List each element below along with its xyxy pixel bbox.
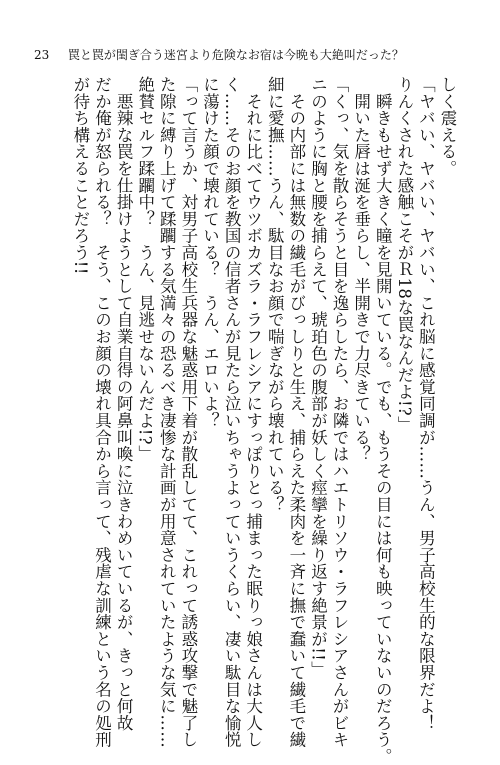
- text-line: 瞬きもせず大きく瞳を見開いている。でも、もうその目には何も映っていないのだろう。: [373, 76, 393, 765]
- text-line: 絶賛セルフ蹂躙中？ うん、見逃せないんだよ!?」: [135, 76, 155, 462]
- text-line: 「くっ、気を散らそうと目を逸らしたら、お隣ではハエトリソウ・ラフレシアさんがビキ: [330, 76, 350, 748]
- text-line: 悪辣な罠を仕掛けようとして自業自得の阿鼻叫喚に泣きわめいているが、きっと何故: [114, 76, 134, 732]
- text-line: その内部には無数の繊毛がびっしりと生え、捕らえた柔肉を一斉に撫で蠢いて繊毛で繊: [286, 76, 306, 748]
- text-line: それに比べてウツボカズラ・ラフレシアにすっぽりとっ捕まった眠りっ娘さんは大人し: [243, 76, 263, 748]
- text-line: た隙に縛り上げて蹂躙する気満々の恐るべき凄惨な計画が用意されていたような気に……: [157, 76, 177, 748]
- text-line: ニのように胸と腰を捕らえて、琥珀色の腹部が妖しく痙攣を繰り返す絶景が!!」: [308, 76, 328, 678]
- running-title: 罠と罠が閨ぎ合う迷宮より危険なお宿は今晩も大絶叫だった？: [67, 48, 404, 62]
- text-line: 細に愛撫……うん、駄目なお顔で喘ぎながら壊れている？: [265, 76, 285, 513]
- text-line: 「って言うか、対男子高校生兵器な魅惑用下着が散乱してて、これって誘惑攻撃で魅了し: [178, 76, 198, 748]
- page-header: [34, 46, 404, 63]
- text-line: 「ヤバい、ヤバい、ヤバい、これ脳に感覚同調が……うん、男子高校生的な限界だよ！: [416, 76, 436, 732]
- text-line: く……そのお顔を教国の信者さんが見たら泣いちゃうよっていうくらい、凄い駄目な愉悦: [222, 76, 242, 748]
- text-line: に蕩けた顔で壊れている？ うん、エロいよ？: [200, 76, 220, 429]
- text-line: 開いた唇は涎を垂らし、半開きで力尽きている？: [351, 76, 371, 463]
- page-number: 23: [34, 48, 50, 62]
- text-line: が待ち構えることだろう!!: [70, 76, 90, 275]
- body-text: [48, 76, 458, 765]
- text-line: りんくされた感触こそがＲ18な罠なんだよ!?」: [394, 76, 414, 433]
- text-line: だか俺が怒られる？ そう、このお顔の壊れ具合から言って、残虐な訓練という名の処刑: [92, 76, 112, 748]
- text-line: しく震える。: [438, 76, 457, 177]
